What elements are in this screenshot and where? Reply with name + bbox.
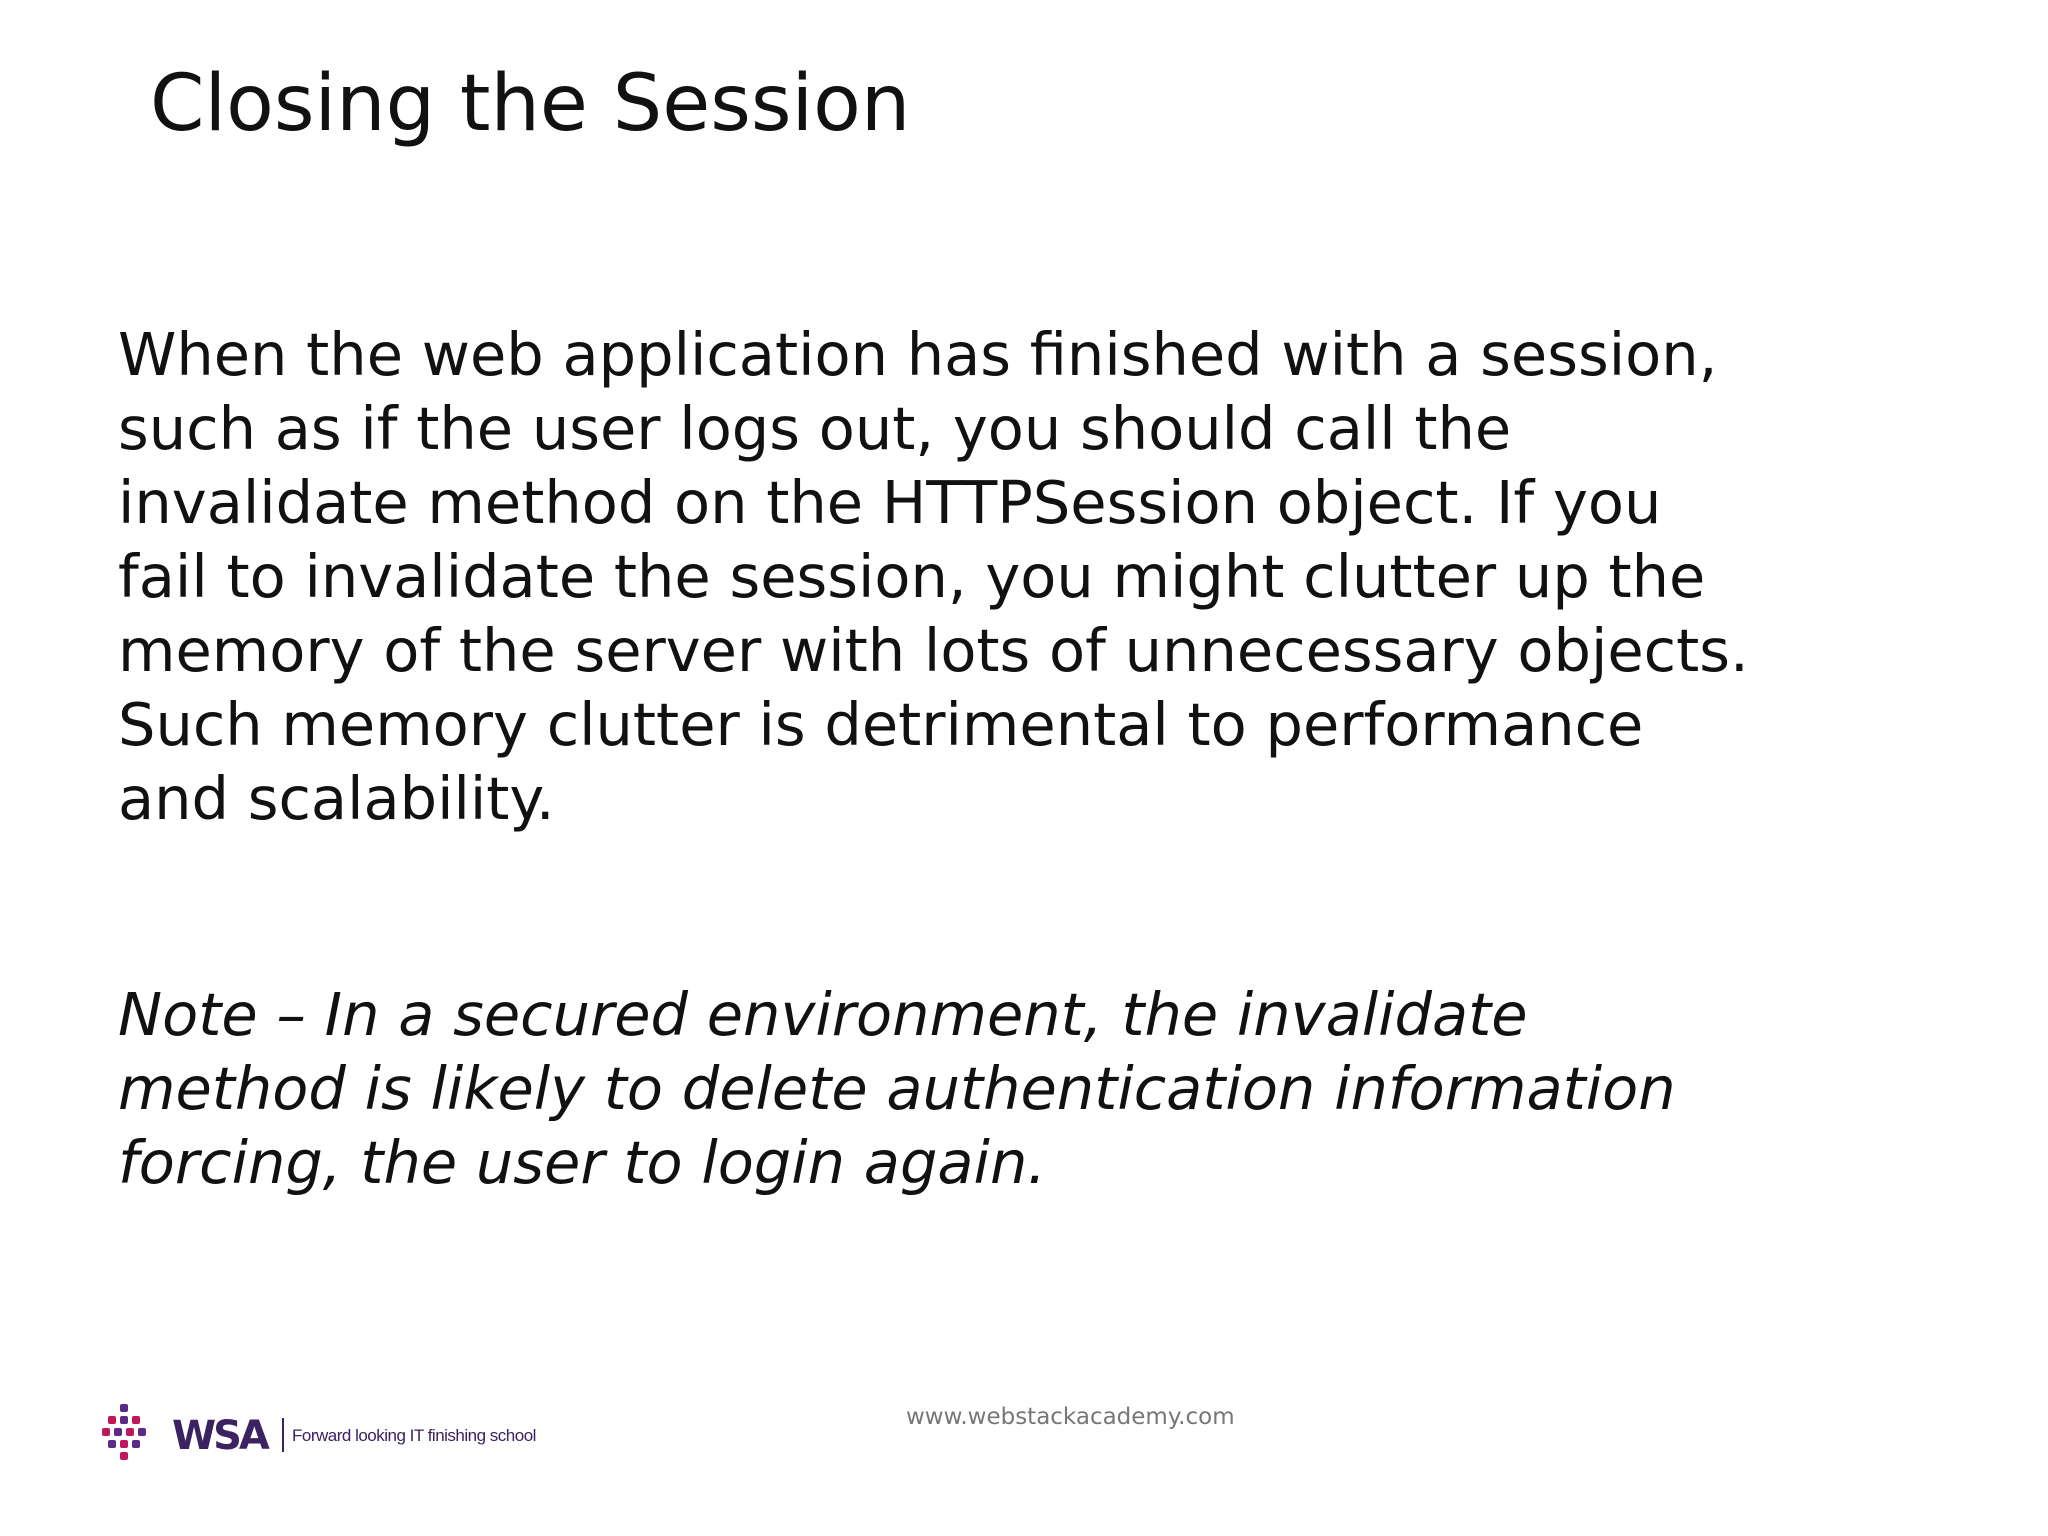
note-line: Note – In a secured environment, the invalidate <box>118 980 1528 1049</box>
wsa-logo <box>102 1404 536 1470</box>
body-line: Such memory clutter is detrimental to performance <box>118 690 1644 759</box>
logo-divider <box>282 1418 284 1452</box>
slide-title: Closing the Session <box>150 59 911 149</box>
note-paragraph <box>118 978 1938 1200</box>
logo-wordmark: WSA <box>172 1413 267 1459</box>
body-line: When the web application has finished with a session, <box>118 320 1718 389</box>
logo-tagline: Forward looking IT finishing school <box>292 1426 536 1445</box>
body-paragraph <box>118 318 1938 836</box>
body-line: memory of the server with lots of unnecessary objects. <box>118 616 1749 685</box>
body-line: and scalability. <box>118 764 555 833</box>
note-line: method is likely to delete authentication information <box>118 1054 1676 1123</box>
body-line: fail to invalidate the session, you might clutter up the <box>118 542 1706 611</box>
logo-dots-icon <box>102 1404 166 1470</box>
footer-url: www.webstackacademy.com <box>906 1404 1235 1430</box>
body-line: invalidate method on the HTTPSession object. If you <box>118 468 1662 537</box>
body-line: such as if the user logs out, you should call the <box>118 394 1512 463</box>
note-line: forcing, the user to login again. <box>118 1128 1047 1197</box>
